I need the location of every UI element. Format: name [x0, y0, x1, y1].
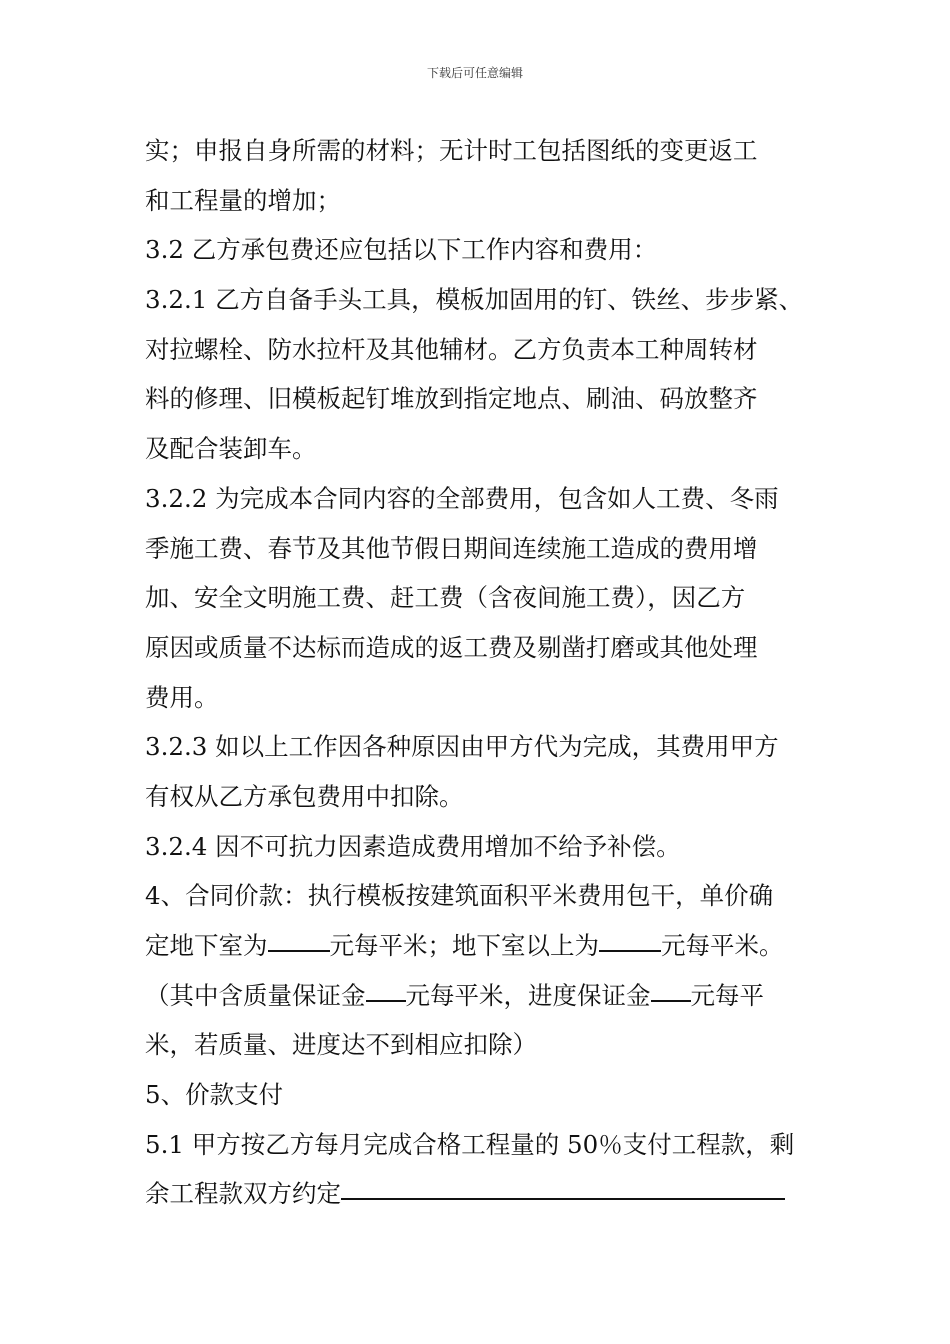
- text-line: 3.2.1 乙方自备手头工具，模板加固用的钉、铁丝、步步紧、: [145, 285, 804, 315]
- price-line: [145, 921, 815, 971]
- text-line: 实；申报自身所需的材料；无计时工包括图纸的变更返工: [145, 136, 758, 165]
- price-text: 定地下室为: [145, 931, 268, 960]
- deposit-line: [145, 971, 815, 1021]
- section-heading: 5、价款支付: [145, 1080, 284, 1110]
- quality-deposit-blank: [366, 975, 406, 1002]
- text-line: 费用。: [145, 682, 219, 712]
- text-line: 和工程量的增加；: [145, 185, 341, 215]
- price-blank-above-ground: [599, 926, 661, 953]
- text-line: 4、合同价款：执行模板按建筑面积平米费用包干，单价确: [145, 881, 774, 911]
- text-line: 原因或质量不达标而造成的返工费及剔凿打磨或其他处理: [145, 632, 758, 662]
- deposit-text: （其中含质量保证金: [145, 980, 366, 1010]
- text-line: 加、安全文明施工费、赶工费（含夜间施工费），因乙方: [145, 583, 746, 613]
- text-line: 料的修理、旧模板起钉堆放到指定地点、刷油、码放整齐: [145, 384, 758, 414]
- price-blank-underground: [268, 926, 330, 953]
- progress-deposit-blank: [651, 975, 691, 1002]
- document-body: [145, 126, 815, 1219]
- text-line: 季施工费、春节及其他节假日期间连续施工造成的费用增: [145, 533, 758, 563]
- text-line: 3.2.4 因不可抗力因素造成费用增加不给予补偿。: [145, 831, 681, 861]
- text-line: 3.2.3 如以上工作因各种原因由甲方代为完成，其费用甲方: [145, 732, 779, 762]
- price-text: 元每平米。: [661, 931, 784, 960]
- text-line: 3.2.2 为完成本合同内容的全部费用，包含如人工费、冬雨: [145, 483, 779, 513]
- text-line: 3.2 乙方承包费还应包括以下工作内容和费用：: [145, 235, 658, 265]
- agreement-text: 余工程款双方约定: [145, 1179, 341, 1209]
- text-line: 有权从乙方承包费用中扣除。: [145, 781, 464, 811]
- agreement-blank: [341, 1174, 785, 1201]
- agreement-line: [145, 1169, 815, 1219]
- text-line: 对拉螺栓、防水拉杆及其他辅材。乙方负责本工种周转材: [145, 334, 758, 364]
- price-text: 元每平米；地下室以上为: [329, 931, 599, 960]
- text-line: 及配合装卸车。: [145, 434, 317, 464]
- text-line: 米，若质量、进度达不到相应扣除）: [145, 1030, 537, 1060]
- deposit-text: 元每平: [690, 980, 764, 1010]
- deposit-text: 元每平米，进度保证金: [405, 980, 651, 1010]
- page-header: 下载后可任意编辑: [426, 66, 523, 80]
- text-line: 5.1 甲方按乙方每月完成合格工程量的 50％支付工程款，剩: [145, 1129, 795, 1159]
